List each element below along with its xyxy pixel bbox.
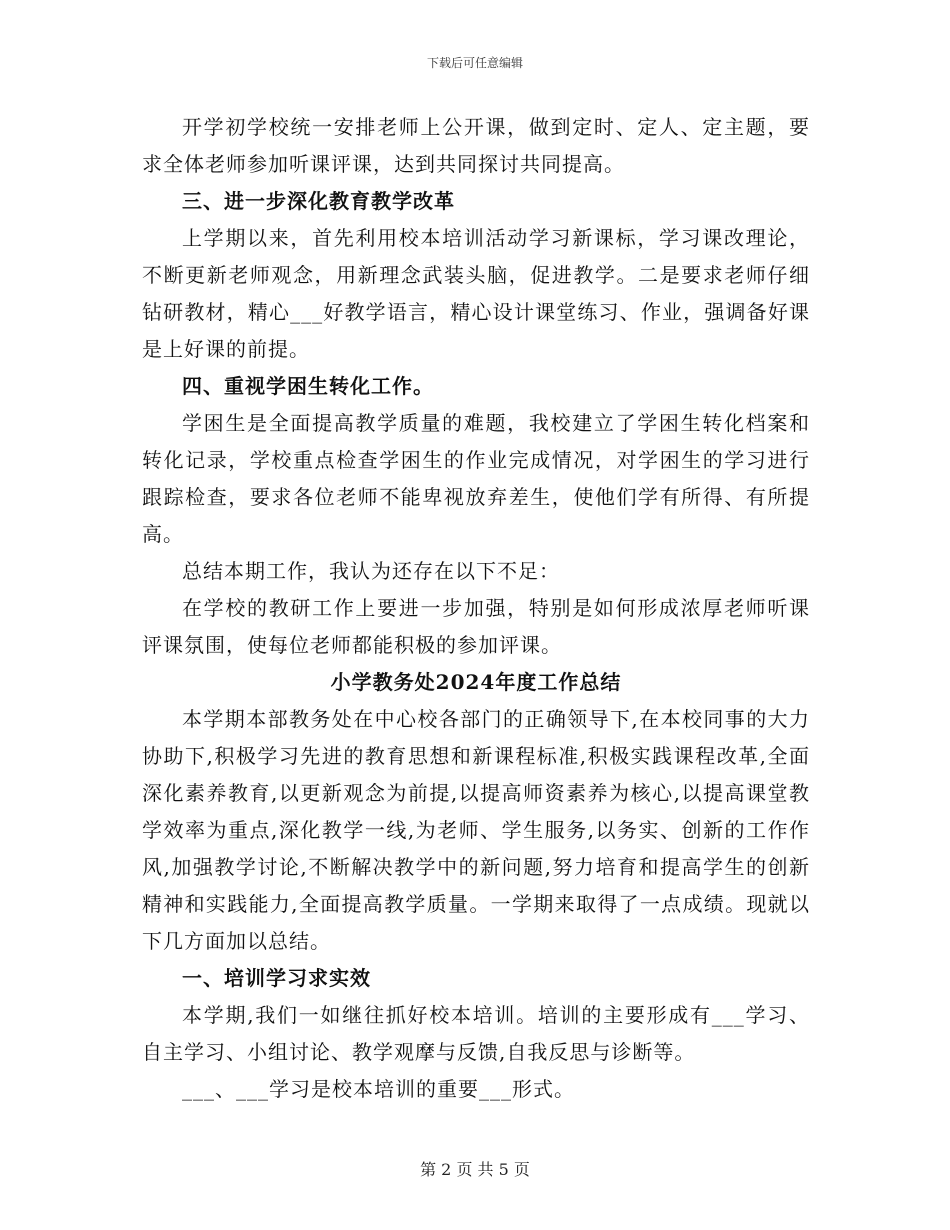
- section-heading-3: 三、进一步深化教育教学改革: [182, 189, 455, 213]
- paragraph-training-form: ___、___学习是校本培训的重要___形式。: [182, 1077, 575, 1101]
- section-heading-4: 四、重视学困生转化工作。: [182, 374, 434, 398]
- paragraph-overview: 本学期本部教务处在中心校各部门的正确领导下,在本校同事的大力协助下,积极学习先进的教育思想和新课程标准,积极实践课程改革,全面深化素养教育,以更新观念为前提,以提高师资素养为核心,以提高课堂教学效率为重点,深化教学一线,为老师、学生服务,以务实、创新的工作作风,加强教学讨论,不断解决教学中的新问题,努力培育和提高学生的创新精神和实践能力,全面提高教学质量。一学期来取得了一点成绩。现就以下几方面加以总结。: [142, 707, 810, 953]
- page-number-footer: 第 2 页 共 5 页: [420, 1160, 530, 1179]
- document-title: 小学教务处2024年度工作总结: [330, 670, 622, 694]
- document-body: [142, 109, 810, 1108]
- paragraph-reform: 上学期以来，首先利用校本培训活动学习新课标，学习课改理论，不断更新老师观念，用新理念武装头脑，促进教学。二是要求老师仔细钻研教材，精心___好教学语言，精心设计课堂练习、作业，强调备好课是上好课的前提。: [142, 226, 810, 361]
- paragraph-struggling-students: 学困生是全面提高教学质量的难题，我校建立了学困生转化档案和转化记录，学校重点检查学困生的作业完成情况，对学困生的学习进行跟踪检查，要求各位老师不能卑视放弃差生，使他们学有所得、有所提高。: [142, 411, 810, 546]
- page-header: 下载后可任意编辑: [426, 56, 523, 70]
- section-heading-1: 一、培训学习求实效: [182, 966, 371, 990]
- paragraph-shortcomings: 在学校的教研工作上要进一步加强，特别是如何形成浓厚老师听课评课氛围，使每位老师都能积极的参加评课。: [142, 596, 810, 657]
- paragraph-training: 本学期,我们一如继往抓好校本培训。培训的主要形成有___学习、自主学习、小组讨论、教学观摩与反馈,自我反思与诊断等。: [142, 1003, 810, 1064]
- paragraph-open-class: 开学初学校统一安排老师上公开课，做到定时、定人、定主题，要求全体老师参加听课评课，达到共同探讨共同提高。: [142, 115, 810, 176]
- paragraph-summary-intro: 总结本期工作，我认为还存在以下不足：: [182, 559, 560, 583]
